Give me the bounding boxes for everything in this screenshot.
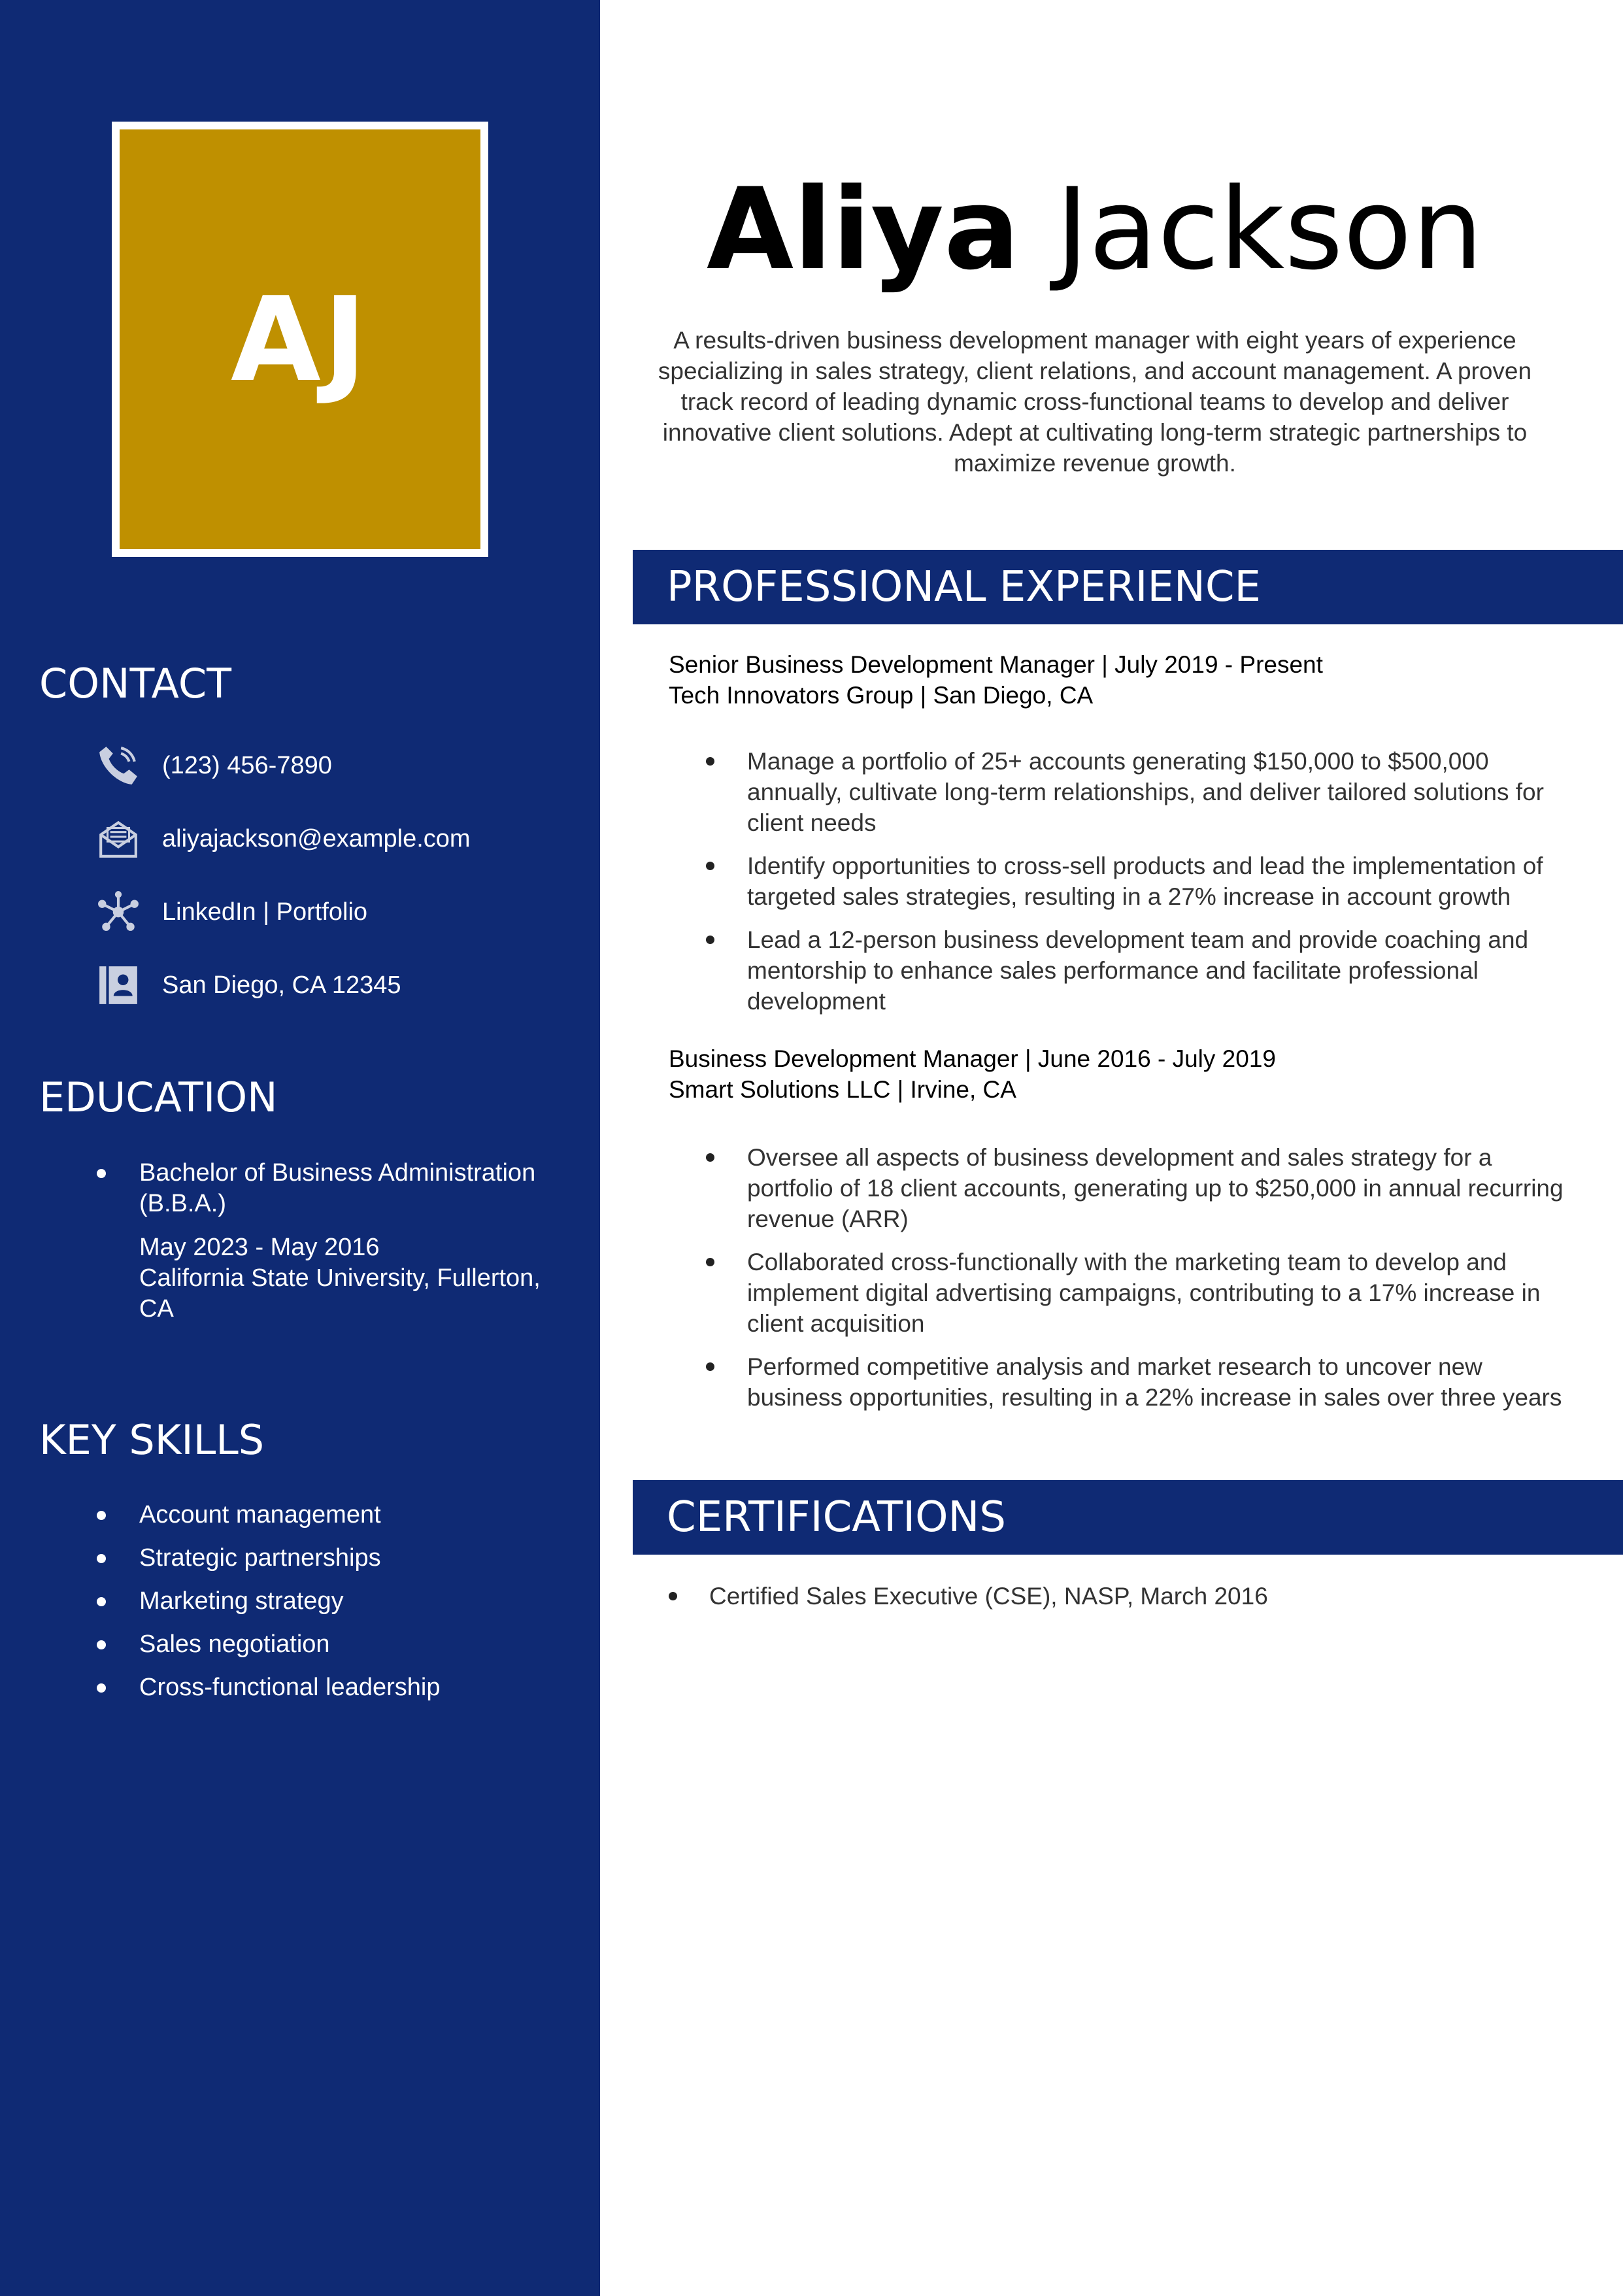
sidebar xyxy=(0,0,600,2296)
job-bullet xyxy=(669,851,1584,912)
job-bullet xyxy=(669,1142,1584,1234)
job-bullet-text: Performed competitive analysis and market research to uncover new business opportunities, resulting in a 22% increase in sales over three years xyxy=(747,1353,1562,1411)
professional-summary: A results-driven business development manager with eight years of experience specializing in sales strategy, client relations, and account management. A proven track record of leading dynamic cross-functional teams to develop and deliver innovative client solutions. Adept at cultivating long-term strategic partnerships to maximize revenue growth. xyxy=(658,327,1532,477)
certifications-heading: CERTIFICATIONS xyxy=(667,1493,1006,1542)
bullet-dot xyxy=(97,1169,106,1178)
monogram-initials: AJ xyxy=(231,271,369,407)
certification-item xyxy=(669,1581,1584,1612)
education-school: California State University, Fullerton, CA xyxy=(139,1264,541,1323)
contact-location xyxy=(95,959,401,1011)
job-bullet-text: Oversee all aspects of business development and sales strategy for a portfolio of 18 client accounts, generating up to $250,000 in annual recurring revenue (ARR) xyxy=(747,1144,1564,1232)
bullet-dot xyxy=(669,1592,677,1600)
contact-phone xyxy=(95,739,332,792)
job-bullet xyxy=(669,1247,1584,1339)
contact-email xyxy=(95,813,471,865)
bullet-dot xyxy=(97,1640,106,1649)
job-bullets xyxy=(669,746,1584,1029)
monogram-badge xyxy=(112,122,488,557)
skill-item xyxy=(0,1500,600,1530)
bullet-dot xyxy=(706,1258,714,1266)
bullet-dot xyxy=(97,1597,106,1606)
skill-item xyxy=(0,1629,600,1660)
education-degree: Bachelor of Business Administration (B.B.A.) xyxy=(139,1159,536,1217)
bullet-dot xyxy=(97,1511,106,1520)
job-header xyxy=(669,649,1597,711)
job-bullet-text: Collaborated cross-functionally with the marketing team to develop and implement digital advertising campaigns, contributing to a 17% increase in client acquisition xyxy=(747,1249,1541,1337)
bullet-dot xyxy=(706,862,714,870)
bullet-dot xyxy=(706,1362,714,1371)
contact-links-text[interactable]: LinkedIn | Portfolio xyxy=(162,898,368,926)
skill-item xyxy=(0,1543,600,1574)
job-bullet xyxy=(669,746,1584,838)
skill-text: Sales negotiation xyxy=(139,1630,330,1658)
bullet-dot xyxy=(706,1153,714,1162)
skill-text: Account management xyxy=(139,1501,381,1528)
job-bullet xyxy=(669,1351,1584,1413)
bullet-dot xyxy=(706,936,714,944)
job-title-line: Business Development Manager | June 2016 - July 2019 xyxy=(669,1045,1276,1072)
job-bullet-text: Lead a 12-person business development team and provide coaching and mentorship to enhance sales performance and facilitate professional development xyxy=(747,926,1529,1015)
certifications-list xyxy=(669,1581,1584,1624)
phone-icon xyxy=(95,743,141,788)
bullet-dot xyxy=(97,1683,106,1693)
network-icon xyxy=(95,889,141,935)
skill-text: Cross-functional leadership xyxy=(139,1674,441,1701)
contact-card-icon xyxy=(95,962,141,1008)
skill-item xyxy=(0,1672,600,1703)
skills-list xyxy=(0,1500,600,1703)
skills-heading: KEY SKILLS xyxy=(39,1416,265,1464)
job-company-line: Smart Solutions LLC | Irvine, CA xyxy=(669,1076,1016,1103)
job-header xyxy=(669,1043,1597,1105)
first-name: Aliya xyxy=(706,163,1020,295)
experience-heading: PROFESSIONAL EXPERIENCE xyxy=(667,563,1261,611)
education-heading: EDUCATION xyxy=(39,1073,278,1121)
last-name: Jackson xyxy=(1055,163,1484,295)
skill-text: Marketing strategy xyxy=(139,1587,344,1615)
contact-email-text[interactable]: aliyajackson@example.com xyxy=(162,824,471,853)
job-bullet-text: Identify opportunities to cross-sell products and lead the implementation of targeted sales strategies, resulting in a 27% increase in account growth xyxy=(747,853,1543,910)
contact-heading: CONTACT xyxy=(39,660,232,707)
job-bullet xyxy=(669,924,1584,1017)
candidate-name xyxy=(654,163,1536,295)
education-dates: May 2023 - May 2016 xyxy=(139,1234,380,1261)
job-bullets xyxy=(669,1142,1584,1425)
job-title-line: Senior Business Development Manager | July 2019 - Present xyxy=(669,651,1323,678)
job-bullet-text: Manage a portfolio of 25+ accounts generating $150,000 to $500,000 annually, cultivate long-term relationships, and deliver tailored solutions for client needs xyxy=(747,748,1544,836)
experience-section-header xyxy=(633,550,1623,624)
job-company-line: Tech Innovators Group | San Diego, CA xyxy=(669,682,1094,709)
contact-links xyxy=(95,886,367,938)
contact-location-text: San Diego, CA 12345 xyxy=(162,971,401,999)
education-list xyxy=(0,1158,600,1325)
certifications-section-header xyxy=(633,1480,1623,1555)
bullet-dot xyxy=(706,757,714,766)
envelope-icon xyxy=(95,816,141,862)
bullet-dot xyxy=(97,1554,106,1563)
skill-item xyxy=(0,1586,600,1617)
certification-text: Certified Sales Executive (CSE), NASP, March 2016 xyxy=(709,1583,1268,1610)
education-entry xyxy=(0,1158,600,1325)
skill-text: Strategic partnerships xyxy=(139,1544,381,1572)
contact-phone-text[interactable]: (123) 456-7890 xyxy=(162,751,332,779)
